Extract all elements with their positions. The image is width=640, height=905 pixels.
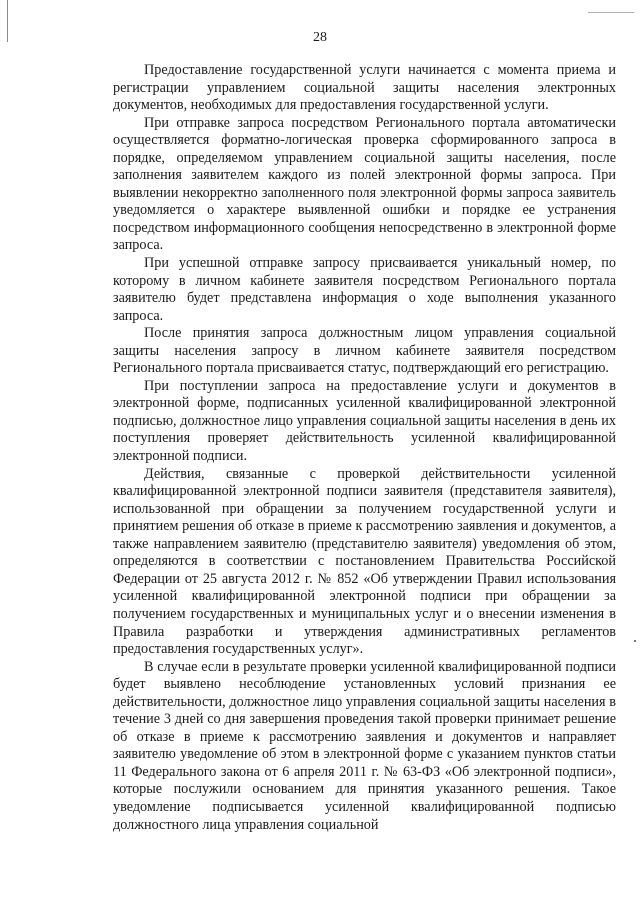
paragraph-registration-status: После принятия запроса должностным лицом управления социальной защиты населения запросу в личном кабинете заявителя посредством Регионального портала присваивается статус, подтверждающий его регистрацию.: [113, 325, 616, 377]
page-number: 28: [313, 30, 327, 45]
paragraph-government-decree: Действия, связанные с проверкой действительности усиленной квалифицированной электронной подписи заявителя (представителя заявителя), использованной при обращении за получением государственной услуги и принятием решения об отказе в приеме к рассмотрению заявления и документов, а также направлением заявителю (представителю заявителя) уведомления об этом, определяются в соответствии с постановлением Правительства Российской Федерации от 25 августа 2012 г. № 852 «Об утверждении Правил использования усиленной квалифицированной электронной подписи при обращении за получением государственных и муниципальных услуг и о внесении изменения в Правила разработки и утверждения административных регламентов предоставления государственных услуг».: [113, 465, 616, 658]
scan-speck: [634, 640, 636, 642]
paragraph-service-start: Предоставление государственной услуги начинается с момента приема и регистрации управлением социальной защиты населения электронных документов, необходимых для предоставления государственной услуги.: [113, 62, 616, 114]
paragraph-format-check: При отправке запроса посредством Регионального портала автоматически осуществляется форматно-логическая проверка сформированного запроса в порядке, определяемом управлением социальной защиты населения, после заполнения заявителем каждого из полей электронной формы запроса. При выявлении некорректно заполненного поля электронной формы запроса заявитель уведомляется о характере выявленной ошибки и порядке ее устранения посредством информационного сообщения непосредственно в электронной форме запроса.: [113, 114, 616, 254]
document-body: [113, 62, 616, 834]
scan-edge-line: [588, 12, 634, 13]
paragraph-refusal-notice: В случае если в результате проверки усиленной квалифицированной подписи будет выявлено несоблюдение установленных условий признания ее действительности, должностное лицо управления социальной защиты населения в течение 3 дней со дня завершения проведения такой проверки принимает решение об отказе в приеме к рассмотрению заявления и документов и направляет заявителю уведомление об этом в электронной форме с указанием пунктов статьи 11 Федерального закона от 6 апреля 2011 г. № 63-ФЗ «Об электронной подписи», которые послужили основанием для принятия указанного решения. Такое уведомление подписывается усиленной квалифицированной подписью должностного лица управления социальной: [113, 658, 616, 833]
paragraph-unique-number: При успешной отправке запросу присваивается уникальный номер, по которому в личном кабинете заявителя посредством Регионального портала заявителю будет представлена информация о ходе выполнения указанного запроса.: [113, 255, 616, 324]
paragraph-signature-verification: При поступлении запроса на предоставление услуги и документов в электронной форме, подписанных усиленной квалифицированной электронной подписью, должностное лицо управления социальной защиты населения в день их поступления проверяет действительность усиленной квалифицированной электронной подписи.: [113, 377, 616, 465]
